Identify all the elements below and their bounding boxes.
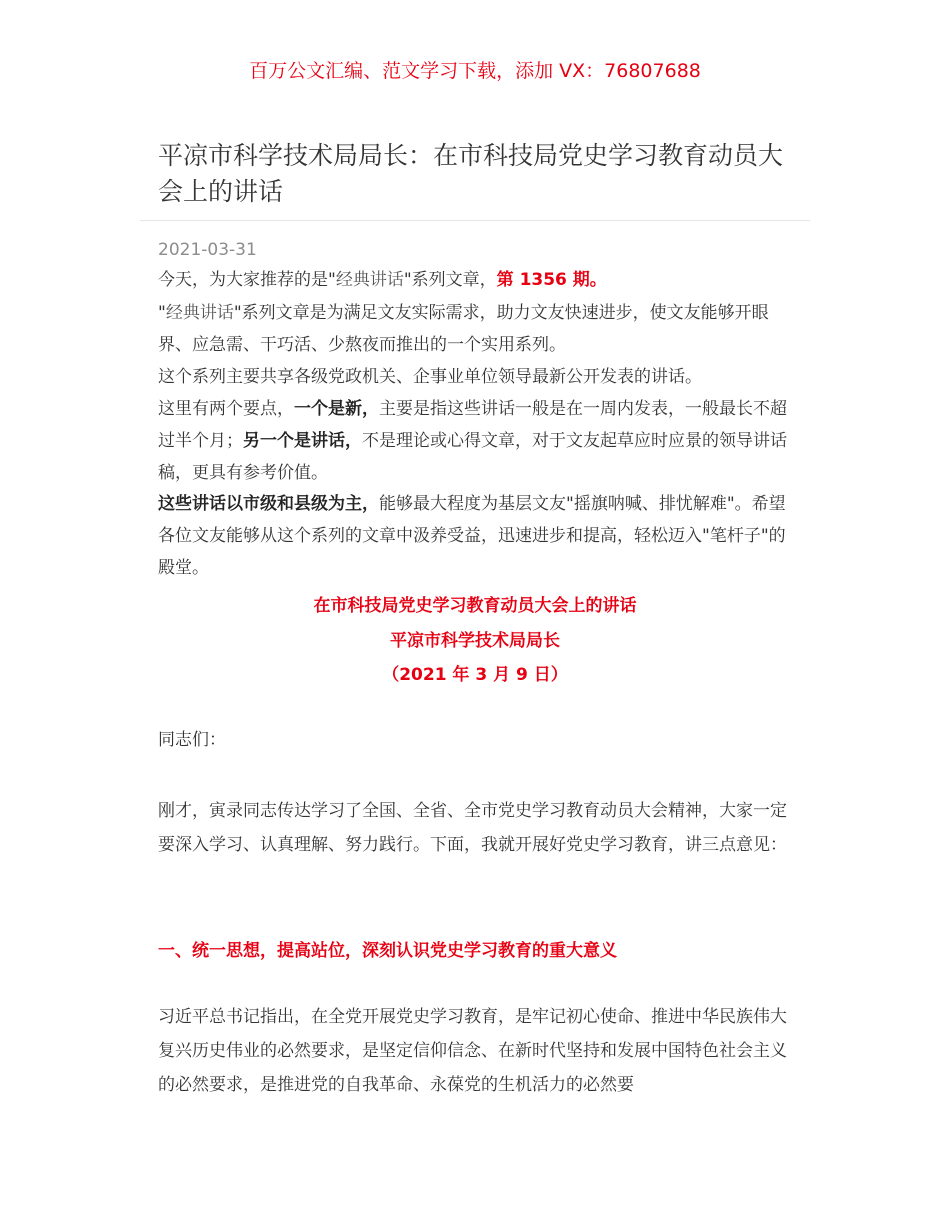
- intro-text: 主要是指这些讲话一般是在一周内发表，一般最长不超过半个月；: [158, 399, 787, 451]
- series-name: 经典讲话: [335, 270, 404, 290]
- speech-title: 在市科技局党史学习教育动员大会上的讲话: [313, 596, 637, 616]
- intro-text: 今天，为大家推荐的是": [158, 270, 336, 290]
- publish-date: 2021-03-31: [158, 240, 257, 260]
- intro-paragraph-5: [158, 488, 798, 584]
- intro-text: 能够最大程度为基层文友"摇旗呐喊、排忧解难"。希望各位文友能够从这个系列的文章中汲养受益，迅速进步和提高，轻松迈入"笔杆子"的殿堂。: [158, 494, 786, 578]
- section-heading-1: 一、统一思想，提高站位，深刻认识党史学习教育的重大意义: [158, 941, 617, 961]
- article-title: 平凉市科学技术局局长：在市科技局党史学习教育动员大会上的讲话: [158, 141, 784, 206]
- banner-ad-text: 百万公文汇编、范文学习下载，添加 VX：76807688: [249, 60, 701, 82]
- intro-text: 不是理论或心得文章，对于文友起草应时应景的领导讲话稿，更具有参考价值。: [158, 431, 787, 483]
- speech-speaker: 平凉市科学技术局局长: [390, 631, 560, 651]
- key-point-2: 另一个是讲话，: [243, 431, 362, 451]
- title-divider: [140, 220, 810, 221]
- intro-text: "系列文章，: [403, 270, 497, 290]
- series-name: 经典讲话: [165, 303, 234, 323]
- speech-paragraph-1: 刚才，寅录同志传达学习了全国、全省、全市党史学习教育动员大会精神，大家一定要深入学习、认真理解、努力践行。下面，我就开展好党史学习教育，讲三点意见：: [158, 801, 787, 855]
- intro-paragraph-2: [158, 297, 798, 361]
- intro-paragraph-1: [158, 264, 798, 296]
- intro-paragraph-3: 这个系列主要共享各级党政机关、企事业单位领导最新公开发表的讲话。: [158, 367, 702, 387]
- intro-text: 这里有两个要点，: [158, 399, 294, 419]
- greeting: 同志们：: [158, 730, 226, 750]
- speech-paragraph-2: 习近平总书记指出，在全党开展党史学习教育，是牢记初心使命、推进中华民族伟大复兴历史伟业的必然要求，是坚定信仰信念、在新时代坚持和发展中国特色社会主义的必然要求，是推进党的自我革命、永葆党的生机活力的必然要: [158, 1007, 787, 1095]
- intro-paragraph-4: [158, 393, 798, 489]
- issue-number: 第 1356 期。: [496, 270, 607, 290]
- intro-text: ": [158, 303, 166, 323]
- speech-date: （2021 年 3 月 9 日）: [382, 665, 568, 685]
- key-point-1: 一个是新，: [294, 399, 379, 419]
- intro-text: "系列文章是为满足文友实际需求，助力文友快速进步，使文友能够开眼界、应急需、干巧活、少熬夜而推出的一个实用系列。: [158, 303, 769, 355]
- key-point-3: 这些讲话以市级和县级为主，: [158, 494, 379, 514]
